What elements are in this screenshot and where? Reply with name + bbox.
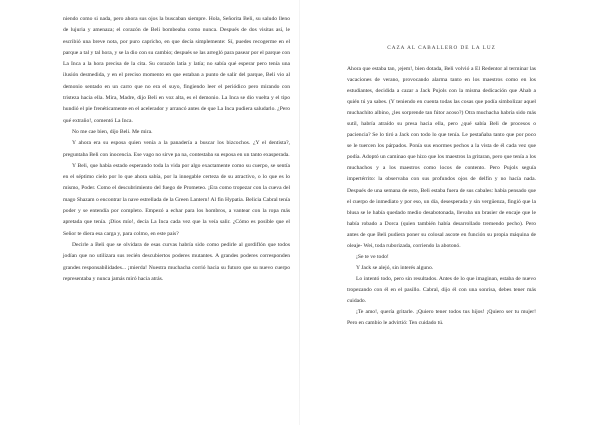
left-paragraph-5: Decirle a Beli que se olvidara de esas curvas habría sido como pedirle al gordiflón que todos jodían que no utilizara sus recién descubiertos poderes mutantes. A grandes poderes corresponden grandes responsabilidades... ¡mierda! Nuestra muchacha corrió hacia su futuro que su nuevo cuerpo representaba y nunca jamás miró hacia atrás. xyxy=(63,241,290,282)
left-paragraph-4: Y Beli, que había estado esperando toda la vida por algo exactamente como su cuerpo, se sentía en el séptimo cielo por lo que ahora sabía, por la innegable certeza de su atractivo, o lo que es lo mismo, Poder. Como el descubrimiento del fuego de Prometeo. ¡Era como tropezar con la cueva del mago Shazam o encontrar la nave estrellada de la Green Lantern! Al fin Hypatia. Belicia Cabral tenía poder y se entendía por completo. Empezó a echar para los hombros, a vantear con la ropa más apretada que tenía. ¡Dios mío!, decía La Inca cada vez que la veía salir. ¿Cómo es posible que el Señor te diera esa carga y, para colmo, en este país? xyxy=(63,162,290,237)
left-paragraph-2: No me cae bien, dijo Beli. Me mira. xyxy=(72,128,153,135)
left-paragraph-3: Y ahora era su esposa quien venía a la panadería a buscar los bizcochos. ¿Y el dentista?, preguntaba Beli con inocencia. Ese vago no sirve pa na, contestaba su esposa en un tanto exasperada. xyxy=(63,140,290,158)
right-paragraph-2: ¡Se te ve todo! xyxy=(356,253,389,260)
right-paragraph-1: Ahora que estaba tan, ¡ejem!, bien dotada, Beli volvió a El Redentor al terminar las vacaciones de verano, provocando alarma tanto en los maestros como en los estudiantes, decidida a cazar a Jack Pujols con la misma dedicación que Ahab a quién tú ya sabes. (Y teniendo en cuenta todas las cosas que podía simbolizar aquel muchachito albino, ¿les sorprende tan fútor acoso?) Otra muchacha habría sido más sutil, habría atraído su presa hacia ella, pero ¿qué sabía Beli de procesos o paciencia? Se lo tiró a Jack con todo lo que tenía. Le pestañaba tanto que por poco se le tuercen los párpados. Ponía sus enormes pechos a la vista de él cada vez que podía. Adoptó un caminao que hizo que los maestros la gritaran, pero que tenía a los muchachos y a los maestros como locos de contento. Pero Pujols seguía impertérrito: la observaba con sus profundos ojos de delfín y no hacía nada. Después de una semana de esto, Beli estaba fuera de sus cabales: había pensado que el cuerpo de inmediato y por eso, un día, desesperada y sin vergüenza, fingió que la blusa se le había quedado medio desabotonada, llevaba un brasier de encaje que le había robado a Dorca (quien también había desarrollado tremendo pecho). Pero antes de que Beli pudiera poner su colosal ascote en función su propia máquina de oleaje- Wei, toda ruborizada, corriendo la abotonó. xyxy=(347,66,536,249)
right-page xyxy=(300,0,600,425)
right-page-body xyxy=(347,64,536,329)
running-head: CAZA AL CABALLERO DE LA LUZ xyxy=(387,45,496,51)
right-paragraph-3: Y Jack se alejó, sin interés alguno. xyxy=(356,264,434,271)
left-paragraph-1: niendo como si nada, pero ahora sus ojos la buscaban siempre. Hola, Señorita Beli, su saludo lleno de lujuria y amenaza; el corazón de Beli bombeaba como nunca. Después de dos visitas así, le escribió una breve nota, por puro capricho, en que decía simplemente: Sí, puedes recogerme en el parque a tal y tal hora, y se la dio con su cambio; después se las arregló para pasear por el parque con La Inca a la hora precisa de la cita. Su corazón latía y latía; no sabía qué esperar pero tenía una ilusión desmedida, y en el preciso momento en que estaban a punto de salir del parque, Beli vio al demonio sentado en un carro que no era el suyo, fingiendo leer el periódico pero mirando con tristeza hacia ella. Mira, Madre, dijo Beli en voz alta, es el demonio. La Inca se dio vuelta y el tipo hundió el pie frenéticamente en el acelerador y arrancó antes de que La Inca pudiera saludarlo. ¿Pero qué extraño!, comentó La Inca. xyxy=(63,16,290,124)
right-paragraph-4: Lo intentó todo, pero sin resultados. Antes de lo que imaginan, estaba de nuevo tropezando con él en el pasillo. Cabral, dijo él con una sonrisa, debes tener más cuidado. xyxy=(347,275,536,304)
right-paragraph-5: ¡Te amo!, quería gritarle. ¡Quiero tener todos tus hijos! ¡Quiero ser tu mujer! Pero en cambio le advirtió: Ten cuidado tú. xyxy=(347,309,536,327)
